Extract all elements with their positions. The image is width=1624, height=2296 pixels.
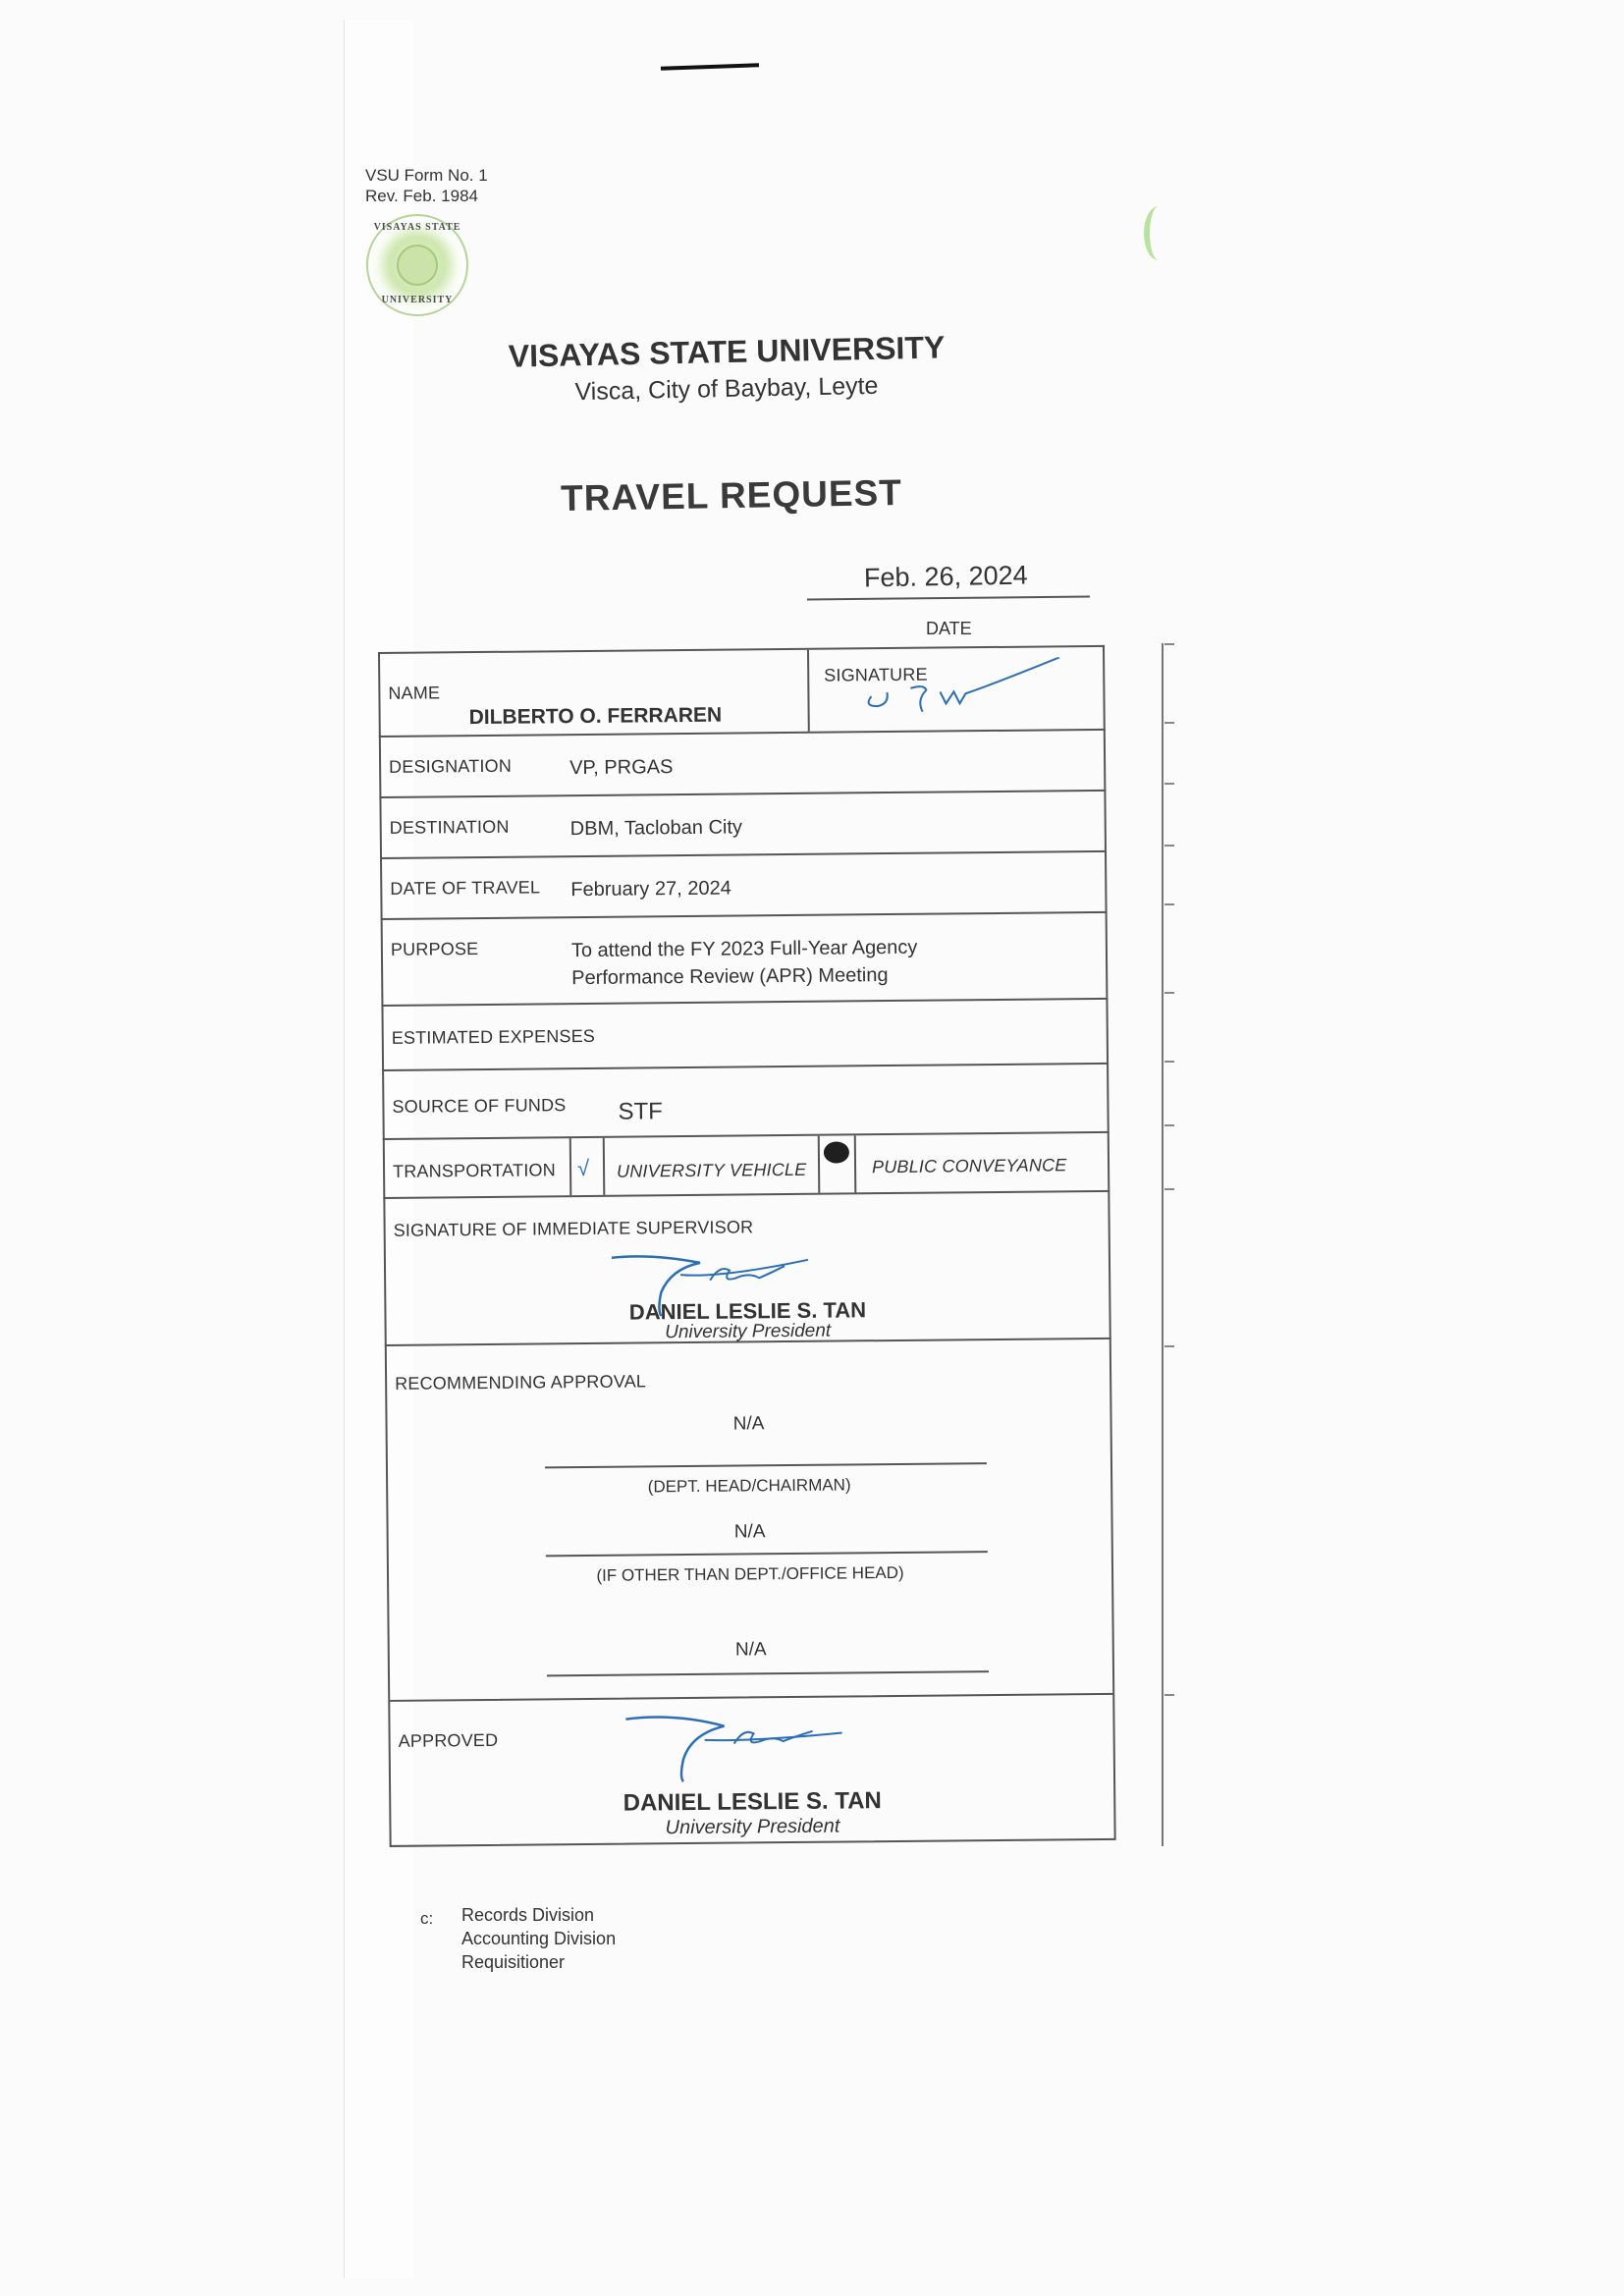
requester-signature-icon <box>841 657 1068 728</box>
date-label: DATE <box>926 619 972 638</box>
border-tick <box>1164 1188 1174 1190</box>
copy-recipient: Accounting Division <box>461 1929 617 1948</box>
row-immediate-supervisor <box>383 1190 1110 1344</box>
destination-value: DBM, Tacloban City <box>569 816 743 841</box>
university-name: VISAYAS STATE UNIVERSITY <box>508 329 946 374</box>
source-of-funds-value: STF <box>618 1098 663 1125</box>
row-purpose <box>381 911 1109 1005</box>
seal-text-top: VISAYAS STATE <box>373 222 461 233</box>
approved-label: APPROVED <box>398 1729 499 1751</box>
date-underline <box>807 595 1090 600</box>
seal-emblem-icon <box>397 245 438 286</box>
destination-label: DESTINATION <box>389 816 510 838</box>
row-designation <box>379 729 1107 796</box>
recommending-value-1: N/A <box>732 1413 765 1435</box>
border-tick <box>1164 1345 1174 1347</box>
supervisor-name: DANIEL LESLIE S. TAN <box>628 1297 867 1325</box>
row-transportation <box>383 1131 1110 1197</box>
row-source-of-funds <box>382 1063 1110 1138</box>
transport-divider <box>818 1136 821 1193</box>
university-seal <box>366 214 468 316</box>
supervisor-label: SIGNATURE OF IMMEDIATE SUPERVISOR <box>393 1217 754 1240</box>
row-recommending-approval <box>385 1338 1114 1700</box>
copies-label: c: <box>420 1909 434 1928</box>
top-dash-mark <box>661 63 759 70</box>
border-tick <box>1164 722 1174 724</box>
travel-request-form <box>378 645 1116 1847</box>
transportation-label: TRANSPORTATION <box>392 1160 556 1181</box>
border-tick <box>1164 992 1174 994</box>
rev-line: Rev. Feb. 1984 <box>365 187 478 205</box>
border-tick <box>1164 1124 1174 1126</box>
date-of-travel-label: DATE OF TRAVEL <box>390 877 541 899</box>
designation-label: DESIGNATION <box>389 755 513 777</box>
date-value: Feb. 26, 2024 <box>863 560 1028 593</box>
approver-name: DANIEL LESLIE S. TAN <box>623 1787 882 1817</box>
transport-divider <box>569 1138 572 1195</box>
underlying-page-border <box>1162 643 1164 1846</box>
seal-fragment-right <box>1144 206 1173 260</box>
row-estimated-expenses <box>381 998 1109 1069</box>
seal-text-bottom: UNIVERSITY <box>381 295 454 305</box>
recommending-caption-1: (DEPT. HEAD/CHAIRMAN) <box>647 1475 851 1497</box>
copy-recipient: Requisitioner <box>461 1952 566 1972</box>
document-title: TRAVEL REQUEST <box>560 471 903 519</box>
signature-divider <box>807 650 810 732</box>
border-tick <box>1164 1694 1174 1696</box>
copies-list <box>461 1903 616 1974</box>
estimated-expenses-label: ESTIMATED EXPENSES <box>391 1025 596 1048</box>
public-conveyance-mark-icon <box>824 1141 849 1163</box>
date-of-travel-value: February 27, 2024 <box>570 877 731 902</box>
purpose-line-1: To attend the FY 2023 Full-Year Agency <box>570 936 918 962</box>
designation-value: VP, PRGAS <box>569 756 674 780</box>
university-vehicle-label: UNIVERSITY VEHICLE <box>616 1159 807 1181</box>
recommending-label: RECOMMENDING APPROVAL <box>395 1371 647 1394</box>
public-conveyance-label: PUBLIC CONVEYANCE <box>871 1155 1067 1177</box>
recommending-line-3 <box>547 1670 989 1676</box>
signature-label: SIGNATURE <box>824 664 928 685</box>
university-address: Visca, City of Baybay, Leyte <box>574 371 879 407</box>
form-number <box>365 165 488 206</box>
border-tick <box>1164 903 1174 905</box>
border-tick <box>1164 1061 1174 1063</box>
name-value: DILBERTO O. FERRAREN <box>468 703 723 730</box>
approver-title: University President <box>665 1815 840 1839</box>
purpose-label: PURPOSE <box>390 939 479 959</box>
approver-signature-icon <box>616 1703 882 1784</box>
recommending-caption-2: (IF OTHER THAN DEPT./OFFICE HEAD) <box>596 1562 904 1585</box>
purpose-line-2: Performance Review (APR) Meeting <box>571 964 889 990</box>
border-tick <box>1164 783 1174 785</box>
row-destination <box>379 790 1107 857</box>
source-of-funds-label: SOURCE OF FUNDS <box>392 1095 567 1117</box>
row-date-of-travel <box>380 850 1108 918</box>
recommending-line-2 <box>546 1551 988 1557</box>
university-vehicle-check-icon: √ <box>576 1155 590 1181</box>
supervisor-title: University President <box>665 1320 832 1343</box>
recommending-line-1 <box>545 1462 987 1468</box>
row-name <box>378 645 1106 736</box>
transport-divider <box>603 1138 606 1195</box>
border-tick <box>1164 643 1174 645</box>
form-no-line: VSU Form No. 1 <box>365 166 488 185</box>
transport-divider <box>854 1135 857 1192</box>
name-label: NAME <box>388 683 441 703</box>
border-tick <box>1164 845 1174 847</box>
copy-recipient: Records Division <box>461 1905 595 1925</box>
row-approved <box>388 1693 1115 1847</box>
recommending-value-3: N/A <box>734 1639 767 1661</box>
recommending-value-2: N/A <box>733 1521 766 1543</box>
